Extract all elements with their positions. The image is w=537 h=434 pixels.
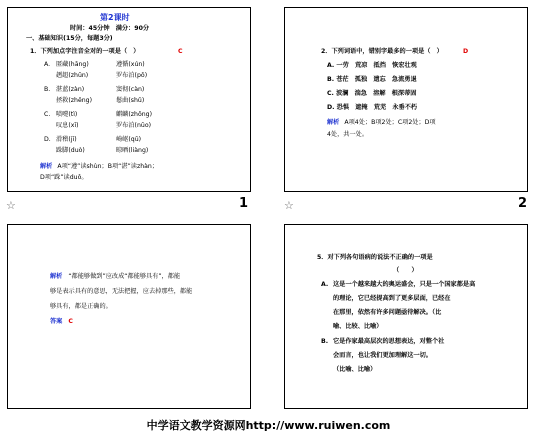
analysis-label: 解析 <box>50 273 63 280</box>
analysis-label: 解析 <box>40 163 53 170</box>
question-5: 5．对下列各句语病的说法不正确的一项是 <box>317 254 433 261</box>
option-b-line-3: （比喻、比喻） <box>333 366 377 373</box>
option-a-line-4: 喻、比较、比喻） <box>333 323 383 330</box>
analysis-line-1: 解析 “都能够做到”应改成“都能够具有”，都能 <box>50 273 181 280</box>
option-b-line-1: 它是作家最高层次的思想表达，对整个社 <box>333 338 445 345</box>
slide-1[interactable] <box>7 7 251 192</box>
section-heading: 一、基础知识(15分，每题3分) <box>26 35 113 42</box>
option-d-right: 崎岖(qū) <box>116 136 142 143</box>
analysis-label: 解析 <box>327 119 340 126</box>
option-a2-right: 罗布泊(pō) <box>116 72 148 79</box>
slide-2[interactable] <box>284 7 528 192</box>
option-c2-right: 罗布泊(nūo) <box>116 122 152 129</box>
question-1: 1．下列加点字注音全对的一项是（ ） C <box>30 48 183 55</box>
option-b: B. 苍茫 孤独 遗忘 急流勇退 <box>327 76 417 83</box>
option-c: C. 波澜 湍急 溶解 根深蒂固 <box>327 90 417 97</box>
slide-meta: 时间：45分钟 满分：90分 <box>70 25 150 32</box>
analysis-line-2: 够是表示具有的意思，无法把握，应去掉那些，都能 <box>50 288 193 295</box>
option-b-right: 窦彻(càn) <box>116 86 145 93</box>
option-b-label: B. <box>44 86 51 93</box>
analysis-line-1: 解析 A项“遵”读shùn；B项“湛”读zhàn； <box>40 163 159 170</box>
analysis-line-2: D项“跺”读duǒ。 <box>40 174 88 181</box>
answer-label: 答案 <box>50 318 63 325</box>
answer-value: C <box>68 318 73 325</box>
slide-4[interactable] <box>284 224 528 409</box>
option-c2-left: 叹息(xī) <box>56 122 79 129</box>
analysis-line-3: 够具有，都是正确的。 <box>50 303 112 310</box>
option-a-line-3: 在那里，依然有许多问题亟待解决。（比 <box>333 309 442 316</box>
option-d2-right: 晾晒(liàng) <box>116 147 149 154</box>
option-c-left: 喷嚏(tì) <box>56 111 78 118</box>
answer-mark: C <box>178 48 183 55</box>
option-a-line-1: 这是一个越来越大的奥运盛会，只是一个国家都是高 <box>333 281 476 288</box>
analysis-line-1: 解析 A项4处；B项2处；C项2处；D项 <box>327 119 436 126</box>
page-number-2: 2 <box>518 196 528 211</box>
page-number-1: 1 <box>239 196 249 211</box>
slide-3[interactable] <box>7 224 251 409</box>
option-a2-left: 趔趄(zhūn) <box>56 72 89 79</box>
option-a-label: A. <box>44 61 51 68</box>
question-2: 2．下列词语中，错别字最多的一项是（ ） D <box>321 48 469 55</box>
option-c-label: C. <box>44 111 51 118</box>
option-d2-left: 跺脚(duò) <box>56 147 85 154</box>
answer-paren: （ ） <box>393 267 418 274</box>
option-a-right: 遵循(xún) <box>116 61 145 68</box>
option-a-line-2: 的理论，它已经提高到了更多层面，已经在 <box>333 295 451 302</box>
option-b-left: 湛蓝(zàn) <box>56 86 85 93</box>
option-a-left: 匿藏(hāng) <box>56 61 89 68</box>
option-a-label: A. <box>321 281 329 288</box>
star-icon: ☆ <box>284 199 294 212</box>
option-b-label: B. <box>321 338 329 345</box>
option-b-line-2: 会而言，也让我们更加理解这一切。 <box>333 352 432 359</box>
footer-text: 中学语文教学资源网http://www.ruiwen.com <box>146 419 391 432</box>
answer-mark: D <box>463 48 469 55</box>
option-d-label: D. <box>44 136 51 143</box>
option-a: A. 一劳 荒凉 抵挡 恢宏壮观 <box>327 62 417 69</box>
analysis-line-2: 4处，共一处。 <box>327 131 369 138</box>
option-b2-left: 拯救(zhěng) <box>56 97 93 104</box>
answer-line <box>50 318 73 326</box>
option-c-right: 麒麟(zhōng) <box>116 111 153 118</box>
option-d-left: 滑稽(jī) <box>56 136 77 143</box>
slide-title: 第2课时 <box>100 13 130 22</box>
option-b2-right: 鬈曲(shǔ) <box>116 97 145 104</box>
option-d: D. 恐惧 遮掩 荒芜 永垂不朽 <box>327 104 418 111</box>
star-icon: ☆ <box>6 199 16 212</box>
